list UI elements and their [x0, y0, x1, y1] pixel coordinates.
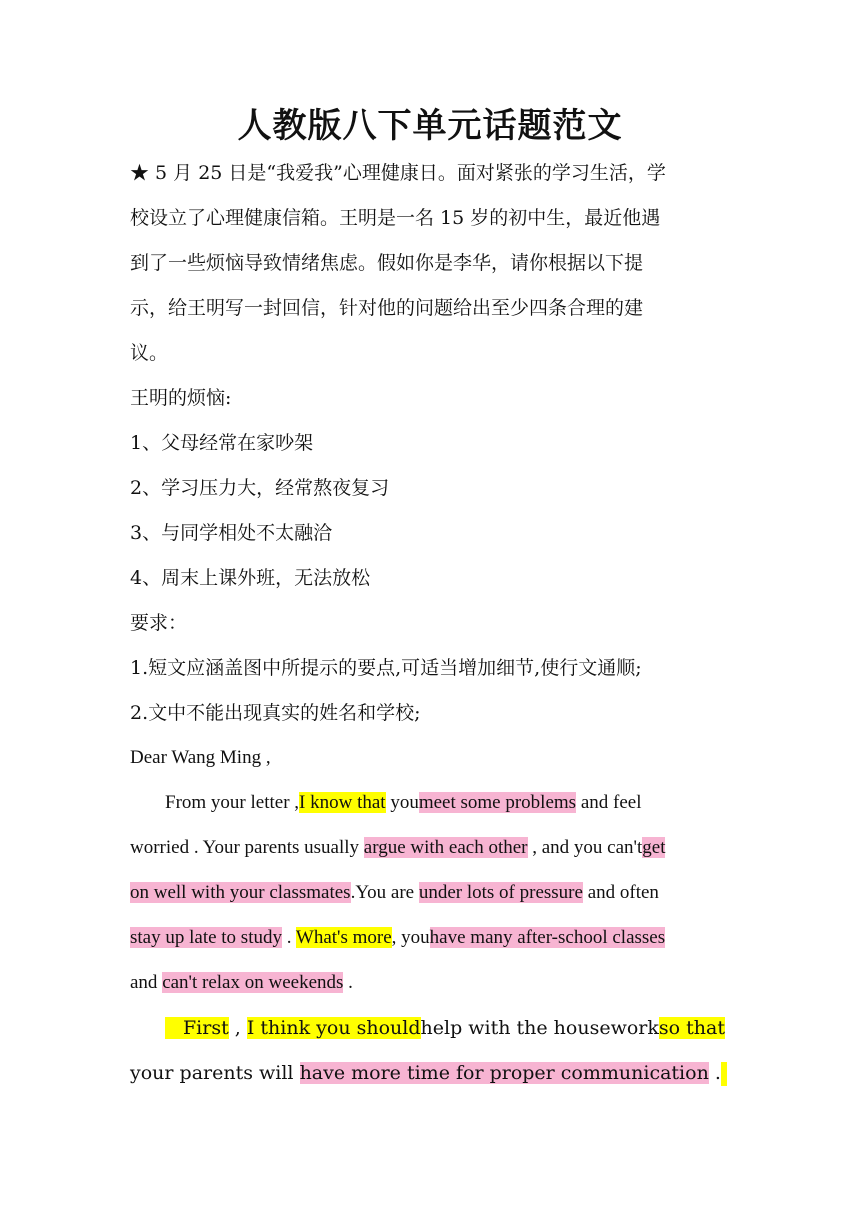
- highlight-phrase: What's more: [295, 927, 392, 948]
- highlight-phrase: have more time for proper communication: [299, 1062, 709, 1084]
- worry-item: 1、父母经常在家吵架: [130, 432, 314, 454]
- worry-item: 2、学习压力大，经常熬夜复习: [130, 477, 390, 499]
- highlight-phrase: can't relax on weekends: [162, 972, 344, 993]
- highlight-phrase: under lots of pressure: [418, 882, 583, 903]
- highlight-phrase: stay up late to study: [130, 927, 282, 948]
- letter-paragraph-1-line-3: [130, 880, 659, 906]
- text-segment: .: [348, 972, 353, 993]
- highlight-phrase: meet some problems: [418, 792, 577, 813]
- worry-item: 4、周末上课外班，无法放松: [130, 567, 371, 589]
- letter-paragraph-1-line-1: [165, 790, 641, 816]
- prompt-line-1: ★ 5 月 25 日是“我爱我”心理健康日。面对紧张的学习生活，学: [130, 162, 666, 184]
- highlight-phrase: First: [165, 1017, 229, 1039]
- highlight-phrase: argue with each other: [363, 837, 528, 858]
- text-segment: and feel: [580, 792, 642, 813]
- letter-paragraph-1-line-5: [130, 970, 353, 996]
- text-segment: and: [130, 972, 158, 993]
- highlight-phrase: I know that: [299, 792, 386, 813]
- requirement-item: 1.短文应涵盖图中所提示的要点,可适当增加细节,使行文通顺;: [130, 657, 642, 679]
- worry-item: 3、与同学相处不太融洽: [130, 522, 333, 544]
- text-segment: you: [390, 792, 419, 813]
- prompt-line-5: 议。: [130, 342, 169, 364]
- text-segment: , and you can't: [532, 837, 643, 858]
- text-segment: ,: [234, 1017, 241, 1039]
- prompt-line-4: 示，给王明写一封回信，针对他的问题给出至少四条合理的建: [130, 297, 644, 319]
- text-segment: , you: [391, 927, 430, 948]
- text-segment: .You are: [350, 882, 415, 903]
- page-title: 人教版八下单元话题范文: [237, 106, 623, 146]
- letter-paragraph-1-line-2: [130, 835, 665, 861]
- letter-paragraph-1-line-4: [130, 925, 665, 951]
- text-segment: and often: [587, 882, 659, 903]
- prompt-line-2: 校设立了心理健康信箱。王明是一名 15 岁的初中生，最近他遇: [130, 207, 661, 229]
- prompt-line-3: 到了一些烦恼导致情绪焦虑。假如你是李华，请你根据以下提: [130, 252, 644, 274]
- highlight-phrase: so that: [658, 1017, 725, 1039]
- highlight-phrase: have many after-school classes: [429, 927, 666, 948]
- text-segment: your parents will: [130, 1062, 294, 1084]
- letter-paragraph-2-line-2: [130, 1060, 727, 1086]
- text-segment: From your letter ,: [165, 792, 300, 813]
- text-segment: worried . Your parents usually: [130, 837, 360, 858]
- highlight-mark: [721, 1062, 727, 1086]
- text-segment: .: [714, 1062, 721, 1084]
- letter-paragraph-2-line-1: [165, 1015, 725, 1041]
- worries-heading: 王明的烦恼:: [130, 387, 232, 409]
- requirements-heading: 要求：: [130, 612, 188, 634]
- highlight-phrase: on well with your classmates: [130, 882, 351, 903]
- letter-greeting: Dear Wang Ming ,: [130, 747, 271, 768]
- highlight-phrase: get: [642, 837, 666, 858]
- requirement-item: 2.文中不能出现真实的姓名和学校;: [130, 702, 421, 724]
- text-segment: .: [286, 927, 292, 948]
- text-segment: help with the housework: [420, 1017, 659, 1039]
- highlight-phrase: I think you should: [246, 1017, 421, 1039]
